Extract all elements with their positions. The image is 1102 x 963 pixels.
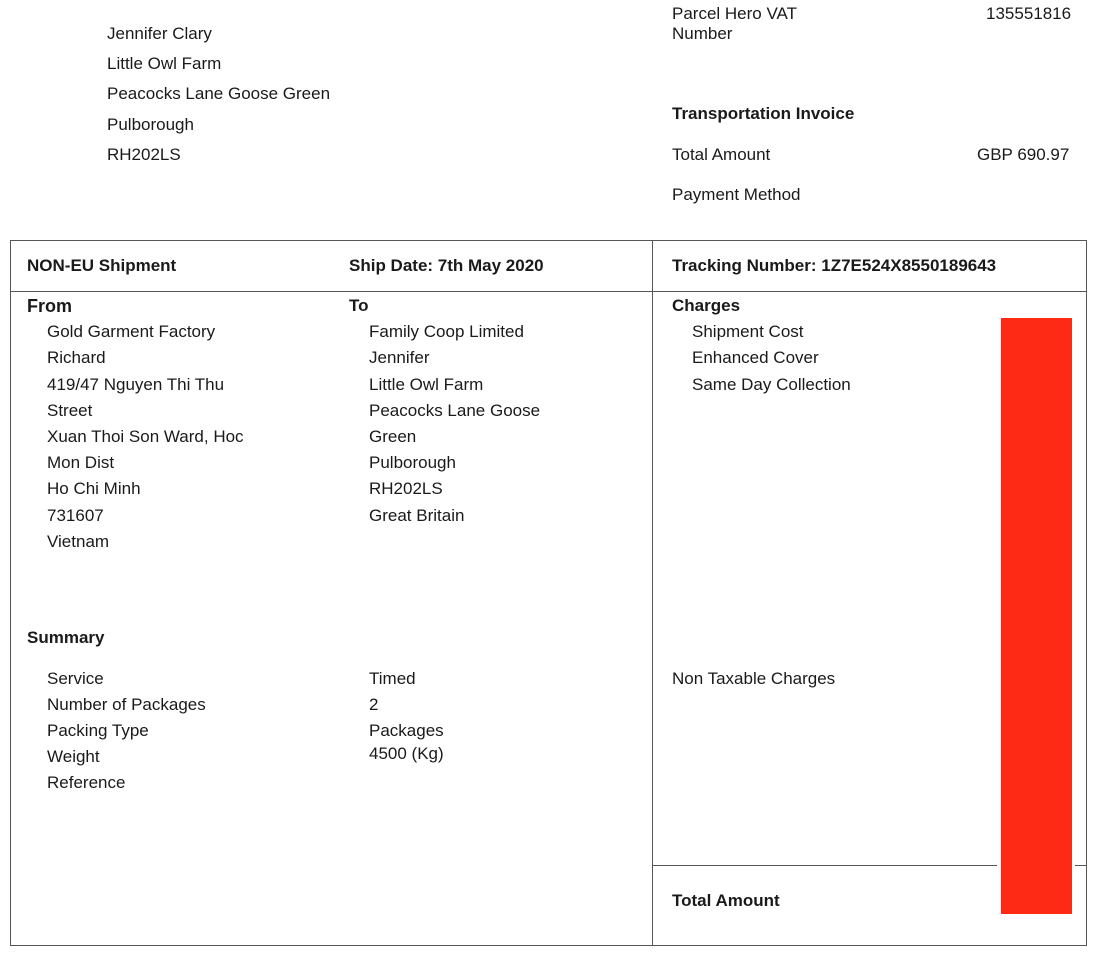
summary-value-packages: 2 [369, 695, 379, 714]
charge-item: Shipment Cost [692, 322, 804, 341]
summary-value-weight: 4500 (Kg) [369, 744, 444, 763]
recipient-town: Pulborough [107, 115, 194, 134]
non-taxable-charges-label: Non Taxable Charges [672, 669, 836, 688]
tracking-number: Tracking Number: 1Z7E524X8550189643 [672, 256, 997, 275]
from-line: Vietnam [47, 532, 110, 551]
recipient-farm: Little Owl Farm [107, 54, 222, 73]
total-divider [652, 865, 997, 866]
shipment-type: NON-EU Shipment [27, 256, 177, 275]
total-amount-label: Total Amount [672, 145, 771, 164]
recipient-postcode: RH202LS [107, 145, 181, 164]
shipment-table [10, 240, 1087, 946]
charge-item: Same Day Collection [692, 375, 851, 394]
summary-value-packing-type: Packages [369, 721, 444, 740]
from-heading: From [27, 296, 72, 316]
recipient-street: Peacocks Lane Goose Green [107, 84, 331, 103]
from-line: 731607 [47, 506, 104, 525]
to-heading: To [349, 296, 369, 315]
from-line: Xuan Thoi Son Ward, Hoc [47, 427, 244, 446]
vat-number: 135551816 [986, 4, 1072, 23]
vat-label-line1: Parcel Hero VAT [672, 4, 798, 23]
total-divider-right [1075, 865, 1087, 866]
summary-value-service: Timed [369, 669, 416, 688]
summary-heading: Summary [27, 628, 105, 647]
table-column-divider [652, 240, 653, 946]
payment-method-label: Payment Method [672, 185, 801, 204]
from-line: Richard [47, 348, 106, 367]
to-line: RH202LS [369, 479, 443, 498]
to-line: Jennifer [369, 348, 430, 367]
summary-label-weight: Weight [47, 747, 100, 766]
to-line: Green [369, 427, 417, 446]
from-line: 419/47 Nguyen Thi Thu [47, 375, 225, 394]
vat-label-line2: Number [672, 24, 733, 43]
recipient-name: Jennifer Clary [107, 24, 212, 43]
charges-heading: Charges [672, 296, 741, 315]
ship-date: Ship Date: 7th May 2020 [349, 256, 544, 275]
redaction-bar [1001, 318, 1072, 914]
table-header-divider [10, 291, 1087, 292]
to-line: Great Britain [369, 506, 465, 525]
from-line: Gold Garment Factory [47, 322, 216, 341]
summary-label-packages: Number of Packages [47, 695, 206, 714]
to-line: Family Coop Limited [369, 322, 524, 341]
invoice-title: Transportation Invoice [672, 104, 855, 123]
summary-label-reference: Reference [47, 773, 126, 792]
total-amount-value: GBP 690.97 [977, 145, 1070, 164]
to-line: Pulborough [369, 453, 456, 472]
summary-label-service: Service [47, 669, 104, 688]
from-line: Mon Dist [47, 453, 115, 472]
from-line: Ho Chi Minh [47, 479, 141, 498]
to-line: Little Owl Farm [369, 375, 484, 394]
to-line: Peacocks Lane Goose [369, 401, 541, 420]
charges-total-label: Total Amount [672, 891, 780, 910]
from-line: Street [47, 401, 93, 420]
charge-item: Enhanced Cover [692, 348, 819, 367]
summary-label-packing-type: Packing Type [47, 721, 149, 740]
